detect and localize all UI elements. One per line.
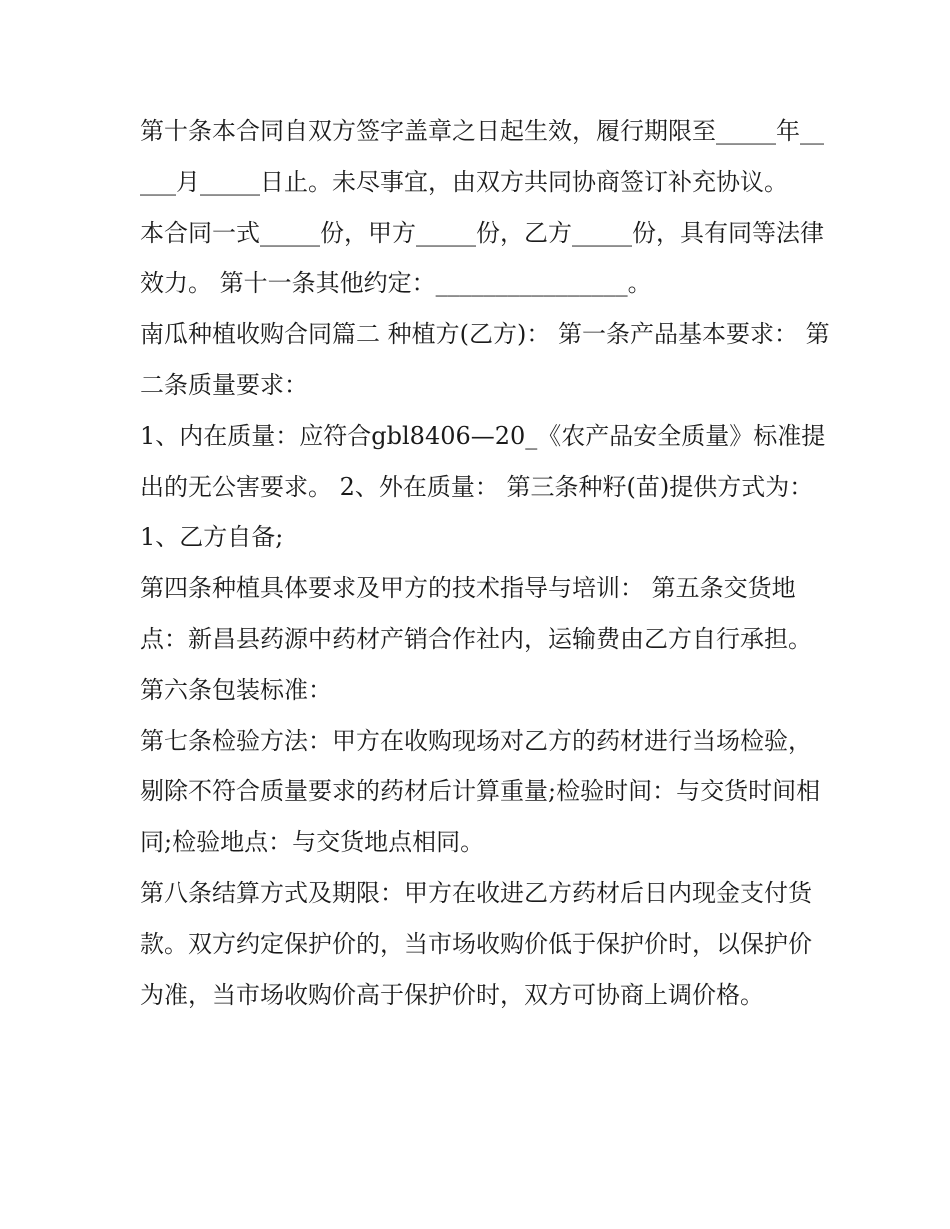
paragraph-article-7-inspection: 第七条检验方法：甲方在收购现场对乙方的药材进行当场检验，剔除不符合质量要求的药材后计算重量;检验时间：与交货时间相同;检验地点：与交货地点相同。 bbox=[140, 726, 821, 857]
paragraph-copies-article-11: 本合同一式_____份，甲方_____份，乙方_____份，具有同等法律效力。 第十一条其他约定：________________。 bbox=[140, 218, 824, 298]
paragraph-articles-4-6: 第四条种植具体要求及甲方的技术指导与培训： 第五条交货地点：新昌县药源中药材产销合作社内，运输费由乙方自行承担。 第六条包装标准： bbox=[140, 574, 820, 704]
paragraph-quality-requirements: 1、内在质量：应符合gbl8406—20_《农产品安全质量》标准提出的无公害要求。 2、外在质量： 第三条种籽(苗)提供方式为： 1、乙方自备; bbox=[140, 421, 826, 552]
paragraph-article-8-settlement: 第八条结算方式及期限：甲方在收进乙方药材后日内现金支付货款。双方约定保护价的，当市场收购价低于保护价时，以保护价为准，当市场收购价高于保护价时，双方可协商上调价格。 bbox=[140, 878, 812, 1009]
paragraph-article-10: 第十条本合同自双方签字盖章之日起生效，履行期限至_____年_____月_____日止。未尽事宜，由双方共同协商签订补充协议。 bbox=[140, 117, 824, 196]
document-body bbox=[140, 106, 830, 1020]
paragraph-contract-two-heading: 南瓜种植收购合同篇二 种植方(乙方)： 第一条产品基本要求： 第二条质量要求： bbox=[140, 320, 830, 399]
